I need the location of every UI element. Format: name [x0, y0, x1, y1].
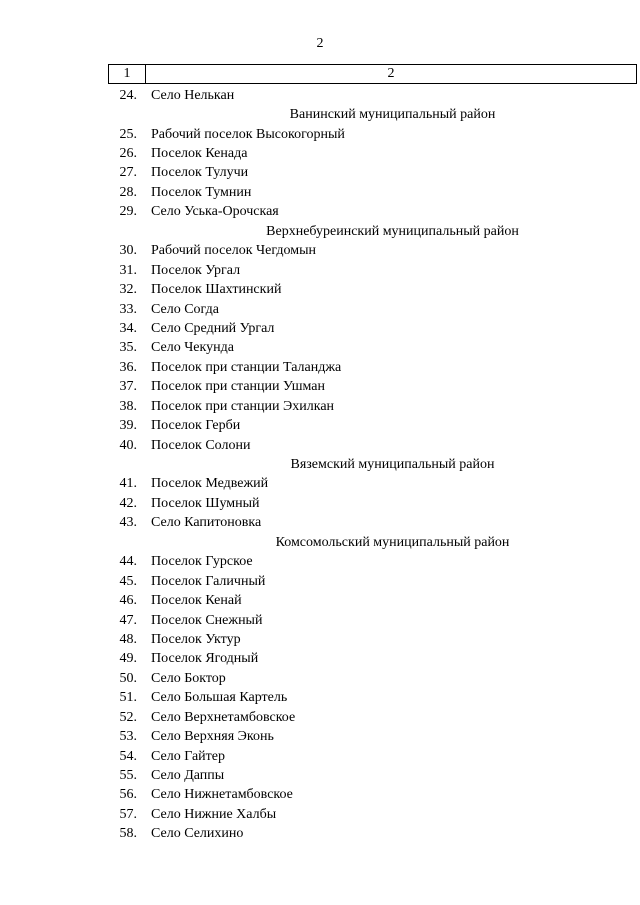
table-row — [108, 125, 637, 144]
table-row — [108, 825, 637, 844]
settlement-name: Поселок Шумный — [151, 495, 260, 511]
row-number: 39. — [119, 418, 137, 434]
settlement-name: Село Большая Картель — [151, 690, 288, 706]
settlement-name: Село Согда — [151, 301, 219, 317]
settlement-name: Поселок Гурское — [151, 554, 253, 570]
row-number: 31. — [119, 262, 137, 278]
row-number: 52. — [119, 709, 137, 725]
table-row — [108, 553, 637, 572]
row-number: 51. — [119, 690, 137, 706]
table-row — [108, 416, 637, 435]
settlement-name: Село Боктор — [151, 670, 226, 686]
settlement-name: Поселок Ургал — [151, 262, 241, 278]
settlement-name: Село Даппы — [151, 768, 225, 784]
table-row — [108, 261, 637, 280]
settlement-name: Село Верхняя Эконь — [151, 729, 274, 745]
settlement-name: Поселок Тумнин — [151, 184, 252, 200]
table-row — [108, 319, 637, 338]
row-number: 50. — [119, 670, 137, 686]
table-row — [108, 611, 637, 630]
row-number: 56. — [119, 787, 137, 803]
table-row — [108, 669, 637, 688]
row-number: 25. — [119, 126, 137, 142]
row-number: 44. — [119, 554, 137, 570]
settlement-name: Поселок Снежный — [151, 612, 263, 628]
settlement-name: Село Средний Ургал — [151, 320, 275, 336]
settlement-name: Село Нижние Халбы — [151, 806, 277, 822]
settlement-name: Поселок при станции Эхилкан — [151, 398, 335, 414]
row-number: 27. — [119, 165, 137, 181]
settlement-name: Поселок Медвежий — [151, 476, 269, 492]
table-row — [108, 164, 637, 183]
row-number: 58. — [119, 826, 137, 842]
table-row — [108, 650, 637, 669]
settlement-list — [108, 86, 637, 844]
settlement-name: Село Гайтер — [151, 748, 225, 764]
settlement-name: Село Уська-Орочская — [151, 204, 279, 220]
settlement-name: Поселок Кенада — [151, 146, 248, 162]
settlement-name: Село Нелькан — [151, 87, 235, 103]
table-row — [108, 494, 637, 513]
row-number: 47. — [119, 612, 137, 628]
settlement-name: Поселок Кенай — [151, 593, 242, 609]
table-row — [108, 630, 637, 649]
row-number: 40. — [119, 437, 137, 453]
table-row — [108, 183, 637, 202]
table-row — [108, 378, 637, 397]
row-number: 42. — [119, 495, 137, 511]
settlement-name: Село Верхнетамбовское — [151, 709, 296, 725]
row-number: 37. — [119, 379, 137, 395]
row-number: 29. — [119, 204, 137, 220]
table-row — [108, 805, 637, 824]
row-number: 38. — [119, 398, 137, 414]
table-row — [108, 144, 637, 163]
row-number: 28. — [119, 184, 137, 200]
row-number: 41. — [119, 476, 137, 492]
table-row — [108, 280, 637, 299]
settlement-name: Поселок при станции Ушман — [151, 379, 325, 395]
settlement-name: Село Селихино — [151, 826, 244, 842]
row-number: 30. — [119, 243, 137, 259]
row-number: 35. — [119, 340, 137, 356]
settlement-name: Рабочий поселок Чегдомын — [151, 243, 316, 259]
table-row — [108, 436, 637, 455]
column-number-1: 1 — [109, 65, 146, 83]
table-row — [108, 86, 637, 105]
settlement-name: Поселок Уктур — [151, 631, 241, 647]
row-number: 24. — [119, 87, 137, 103]
table-row — [108, 572, 637, 591]
table-row — [108, 242, 637, 261]
table-row — [108, 689, 637, 708]
row-number: 45. — [119, 573, 137, 589]
row-number: 36. — [119, 359, 137, 375]
settlement-name: Рабочий поселок Высокогорный — [151, 126, 345, 142]
settlement-name: Поселок Герби — [151, 418, 241, 434]
district-heading: Комсомольский муниципальный район — [275, 534, 510, 550]
row-number: 33. — [119, 301, 137, 317]
district-heading: Верхнебуреинский муниципальный район — [266, 223, 519, 239]
settlement-name: Село Капитоновка — [151, 515, 262, 531]
settlement-name: Село Нижнетамбовское — [151, 787, 293, 803]
row-number: 57. — [119, 806, 137, 822]
settlement-name: Село Чекунда — [151, 340, 234, 356]
table-row — [108, 475, 637, 494]
table-row — [108, 786, 637, 805]
row-number: 48. — [119, 631, 137, 647]
row-number: 54. — [119, 748, 137, 764]
settlement-name: Поселок при станции Таланджа — [151, 359, 342, 375]
row-number: 55. — [119, 768, 137, 784]
district-heading: Вяземский муниципальный район — [290, 457, 495, 473]
row-number: 26. — [119, 146, 137, 162]
table-row — [108, 747, 637, 766]
row-number: 34. — [119, 320, 137, 336]
table-row — [108, 339, 637, 358]
table-row — [108, 358, 637, 377]
row-number: 49. — [119, 651, 137, 667]
table-row — [108, 591, 637, 610]
settlement-name: Поселок Солони — [151, 437, 251, 453]
settlement-name: Поселок Тулучи — [151, 165, 249, 181]
table-column-header — [108, 64, 637, 84]
table-row — [108, 766, 637, 785]
row-number: 32. — [119, 282, 137, 298]
table-row — [108, 203, 637, 222]
settlement-name: Поселок Ягодный — [151, 651, 259, 667]
district-heading: Ванинский муниципальный район — [289, 107, 496, 123]
row-number: 43. — [119, 515, 137, 531]
settlement-name: Поселок Шахтинский — [151, 282, 282, 298]
page-number: 2 — [316, 36, 324, 51]
table-row — [108, 397, 637, 416]
table-row — [108, 300, 637, 319]
column-number-2: 2 — [387, 66, 395, 81]
table-row — [108, 708, 637, 727]
table-row — [108, 727, 637, 746]
table-row — [108, 514, 637, 533]
row-number: 53. — [119, 729, 137, 745]
settlement-name: Поселок Галичный — [151, 573, 266, 589]
row-number: 46. — [119, 593, 137, 609]
